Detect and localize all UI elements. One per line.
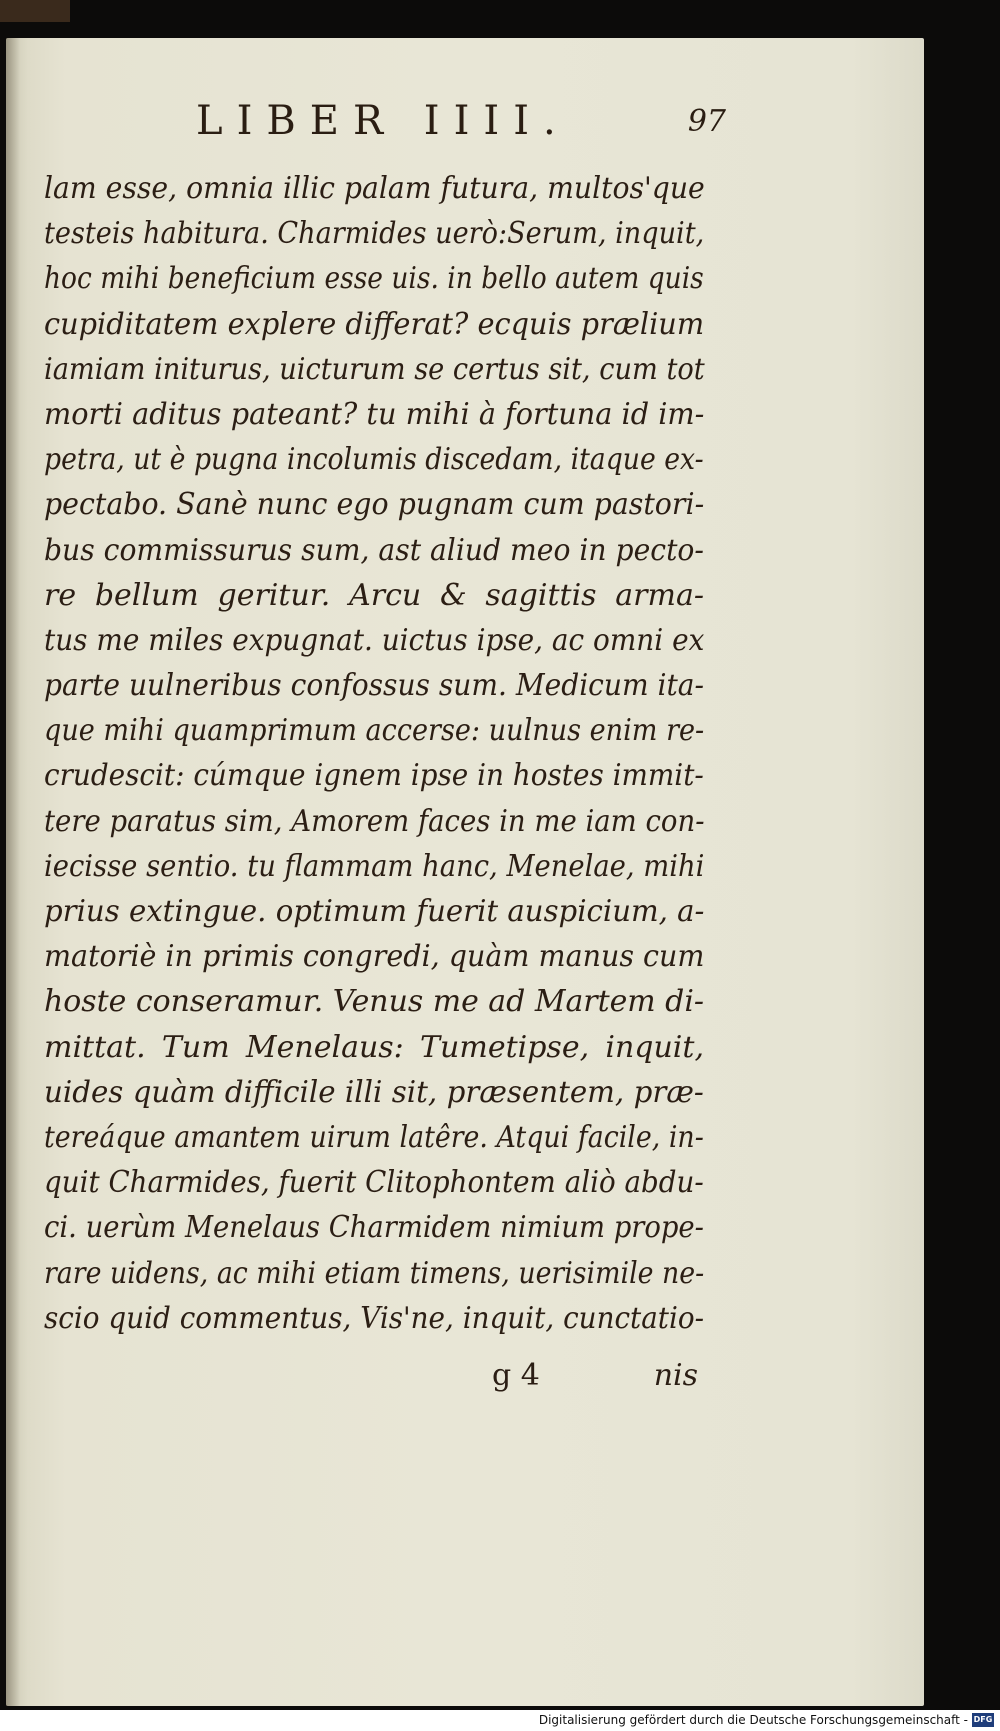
signature-mark: g 4 [492,1358,540,1393]
text-line: mittat. Tum Menelaus: Tumetipse, inquit, [44,1029,704,1065]
catchword: nis [653,1358,698,1393]
credit-bar [0,1710,1000,1731]
page-footer [44,1358,704,1408]
gutter-shadow [6,38,20,1706]
page-header [196,98,726,158]
text-line: lam esse, omnia illic palam futura, multos'que [44,171,705,206]
text-line: tereáque amantem uirum latêre. Atqui facile, in- [44,1119,704,1155]
book-page [6,38,924,1706]
text-line: parte uulneribus confossus sum. Medicum ita- [44,668,705,704]
running-head: LIBER IIII. [196,98,570,144]
text-line: testeis habitura. Charmides uerò:Serum, inquit, [44,216,705,252]
text-line: quit Charmides, fuerit Clitophontem aliò abdu- [44,1165,704,1201]
text-line: crudescit: cúmque ignem ipse in hostes immit- [44,758,704,794]
text-line: re bellum geritur. Arcu & sagittis arma- [44,577,704,613]
body-text [44,166,704,1341]
text-line: ci. uerùm Menelaus Charmidem nimium prope- [44,1210,704,1246]
text-line: bus commissurus sum, ast aliud meo in pecto- [44,532,704,568]
text-line: pectabo. Sanè nunc ego pugnam cum pastori- [44,487,705,523]
page-number: 97 [687,104,726,139]
text-line: hoste conseramur. Venus me ad Martem di- [44,984,705,1020]
text-line: iecisse sentio. tu flammam hanc, Menelae, mihi [44,848,705,884]
text-line: matoriè in primis congredi, quàm manus cum [44,939,705,975]
text-line: uides quàm difficile illi sit, præsentem, præ- [44,1074,704,1110]
text-line: que mihi quamprimum accerse: uulnus enim re- [44,713,705,749]
funding-credit: Digitalisierung gefördert durch die Deutsche Forschungsgemeinschaft - [538,1713,968,1727]
text-line: tus me miles expugnat. uictus ipse, ac omni ex [44,622,705,658]
text-line: rare uidens, ac mihi etiam timens, uerisimile ne- [44,1255,705,1291]
dfg-logo-icon: DFG [972,1713,994,1727]
book-edge [0,0,70,22]
text-line: petra, ut è pugna incolumis discedam, itaque ex- [44,442,704,478]
text-line: tere paratus sim, Amorem faces in me iam con- [44,803,705,839]
text-line: cupiditatem explere differat? ecquis prælium [44,306,705,342]
text-line: morti aditus pateant? tu mihi à fortuna id im- [44,396,705,432]
text-line: prius extingue. optimum fuerit auspicium, a- [44,894,705,929]
text-line: scio quid commentus, Vis'ne, inquit, cunctatio- [44,1300,705,1336]
text-line: iamiam initurus, uicturum se certus sit, cum tot [44,351,705,387]
text-line: hoc mihi beneficium esse uis. in bello autem quis [44,261,704,297]
